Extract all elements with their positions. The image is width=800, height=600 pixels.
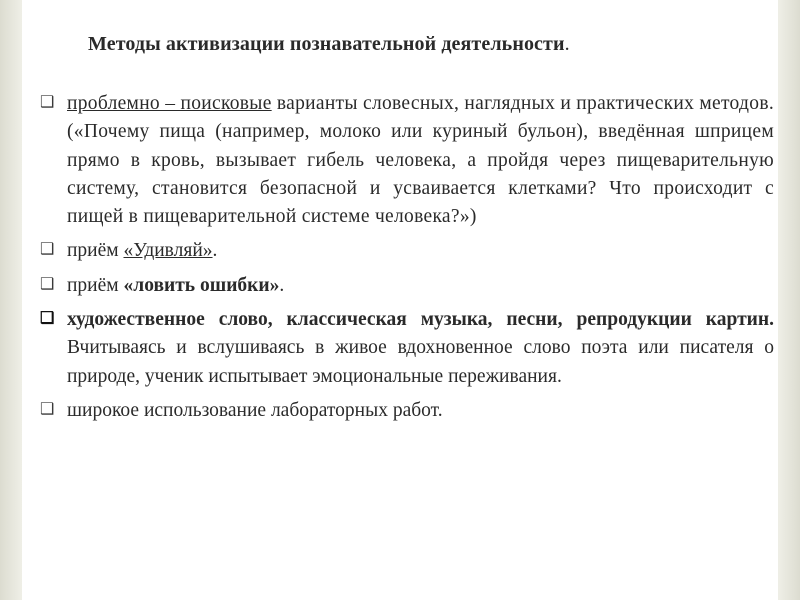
list-item-problem-search <box>34 90 774 231</box>
bullet-list <box>34 90 774 431</box>
slide-title-period: . <box>564 33 570 55</box>
list-item-text <box>67 90 774 231</box>
slide-title-text: Методы активизации познавательной деятельности <box>88 33 565 55</box>
art-term: художественное слово, классическая музыка, песни, репродукции картин. <box>67 309 774 331</box>
catch-errors-prefix: приём <box>67 274 124 296</box>
problem-search-description: варианты словесных, наглядных и практических методов. («Почему пища (например, молоко или куриный бульон), введённая шприцем прямо в кровь, вызывает гибель человека, а пройдя через пищеварительную систему, становится безопасной и усваивается клетками? Что происходит с пищей в пищеварительной системе человека?») <box>67 93 774 228</box>
list-item-text <box>67 306 774 391</box>
bullet-checkbox-icon: ❑ <box>40 94 55 111</box>
list-item-lab-work <box>34 397 774 425</box>
right-edge-shade <box>778 0 800 600</box>
surprise-term: «Удивляй» <box>123 240 213 262</box>
list-item-text: широкое использование лабораторных работ. <box>67 399 443 421</box>
catch-errors-term: «ловить ошибки» <box>123 274 280 296</box>
left-edge-shade <box>0 0 22 600</box>
list-item-surprise <box>34 237 774 265</box>
bullet-checkbox-icon: ❑ <box>40 241 55 259</box>
catch-errors-suffix: . <box>279 274 285 296</box>
surprise-prefix: приём <box>67 240 124 262</box>
art-description: Вчитываясь и вслушиваясь в живое вдохновенное слово поэта или писателя о природе, ученик испытывает эмоциональные переживания. <box>67 337 774 387</box>
bullet-checkbox-icon: ❑ <box>40 310 55 328</box>
problem-search-term: проблемно – поисковые <box>67 93 272 114</box>
list-item-art <box>34 306 774 391</box>
bullet-checkbox-icon: ❑ <box>40 400 55 418</box>
slide-title <box>88 33 748 56</box>
list-item-text <box>67 237 774 265</box>
list-item-catch-errors <box>34 272 774 300</box>
slide <box>22 0 778 600</box>
surprise-suffix: . <box>212 240 218 262</box>
bullet-checkbox-icon: ❑ <box>40 275 55 293</box>
list-item-text <box>67 272 774 300</box>
